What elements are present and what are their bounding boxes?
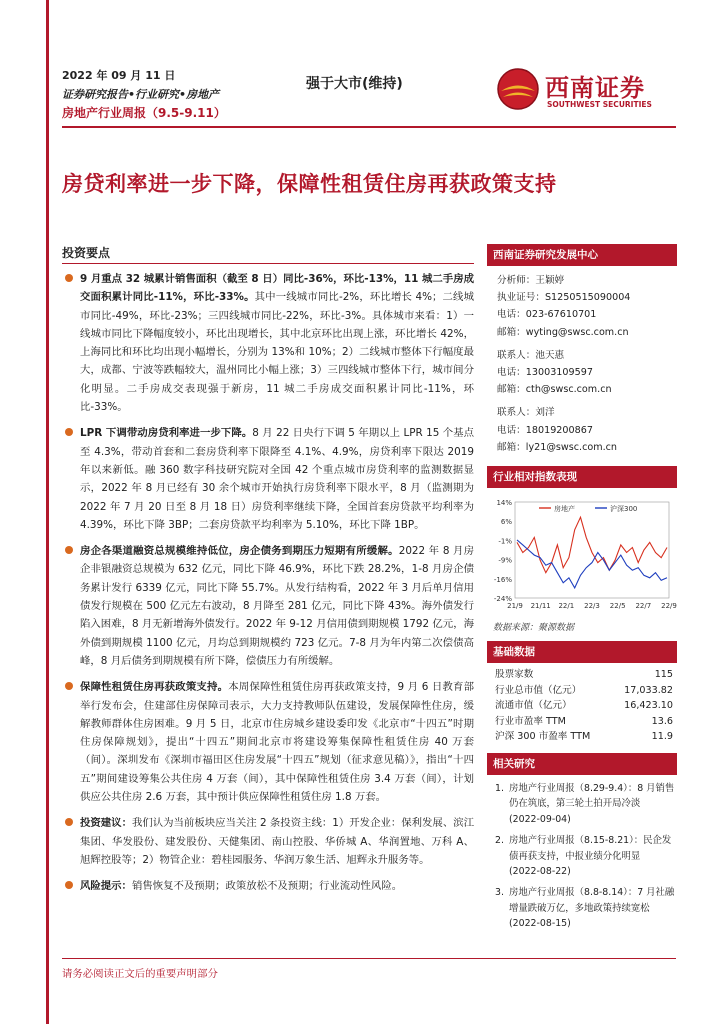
summary-point xyxy=(62,814,474,869)
related-item-title: 房地产行业周报（8.15-8.21）：民企发债再获支持，中报业绩分化明显 xyxy=(509,835,672,862)
sidebar xyxy=(487,244,677,938)
chart-y-tick-label: -1% xyxy=(498,537,512,546)
team-heading: 西南证券研究发展中心 xyxy=(487,244,677,266)
basic-data-section xyxy=(487,641,677,745)
relative-index-chart xyxy=(487,488,677,618)
summary-point-body: 我们认为当前板块应当关注 2 条投资主线：1）开发企业：保利发展、滨江集团、华发股份、建发股份、天健集团、南山控股、华侨城 A、华润置地、万科 A、旭辉控股等；2）物管企业：碧桂园服务、华润万象生活、旭辉永升服务等。 xyxy=(80,817,474,866)
contact-phone: 电话：13003109597 xyxy=(497,367,593,379)
brand-name-en: SOUTHWEST SECURITIES xyxy=(547,100,652,109)
related-item[interactable] xyxy=(495,885,675,931)
related-item-title: 房地产行业周报（8.8-8.14）：7 月社融增量跌破万亿，多地政策持续宽松 xyxy=(509,887,675,914)
chart-y-tick-label: -16% xyxy=(493,575,512,584)
stats-value: 11.9 xyxy=(651,731,673,743)
chart-legend-label: 沪深300 xyxy=(610,505,638,514)
stats-table xyxy=(487,663,677,745)
report-date: 2022 年 09 月 11 日 xyxy=(62,69,176,82)
analyst-name: 分析师：王颖婷 xyxy=(497,275,565,286)
chart-heading: 行业相对指数表现 xyxy=(487,466,677,488)
summary-point xyxy=(62,678,474,806)
chart-plot-frame xyxy=(515,502,669,598)
analyst-email: 邮箱：wyting@swsc.com.cn xyxy=(497,326,629,338)
investment-summary xyxy=(62,244,474,904)
summary-point-lead: 房企各渠道融资总规模维持低位，房企债务到期压力短期有所缓解。 xyxy=(80,545,399,558)
stats-label: 行业市盈率 TTM xyxy=(495,715,566,727)
chart-source: 数据来源：聚源数据 xyxy=(493,623,575,634)
stats-value: 16,423.10 xyxy=(624,700,673,712)
stats-row xyxy=(495,667,673,683)
chart-y-tick-label: 14% xyxy=(496,499,512,508)
summary-point-body: 本周保障性租赁住房再获政策支持，9 月 6 日教育部举行发布会，住建部住房保障司表示，大力支持教师队伍建设，发展保障性住房，缓解教师群体住房困难。9 月 5 日，北京市住房城乡建设委印发《北京市“十四五”时期住房保障规划》，提出“十四五”期间北京市将建设筹集保障性租赁住房 40 万套（间）。深圳发布《深圳市福田区住房发展“十四五”规划（征求意见稿）》，指出“十四五”期间建设筹集公共住房 4 万套（间），其中保障性租赁住房 3.4 万套（间），计划供应公共住房 2.6 万套，其中预计供应保障性租赁住房 1.8 万套。 xyxy=(80,681,474,804)
rating-label: 强于大市(维持) xyxy=(306,76,403,92)
summary-point-lead: 风险提示： xyxy=(80,880,132,893)
contact-name: 联系人：池天惠 xyxy=(497,349,565,361)
related-list xyxy=(487,775,677,932)
bullet-dot-icon xyxy=(65,546,73,554)
stats-row xyxy=(495,714,673,730)
summary-heading: 投资要点 xyxy=(62,244,474,264)
summary-point-body: 8 月 22 日央行下调 5 年期以上 LPR 15 个基点至 4.3%，带动首套和二套房贷利率下限降至 4.1%、4.9%，房贷利率下限达 2019 年以来新低。融 360 数字科技研究院对全国 42 个重点城市房贷利率的监测数据显示，2022 年 8 月已经有 30 余个城市开始执行房贷利率下限水平，8 月（监测期为 2022 年 7 月 20 日至 8 月 18 日）房贷利率继续下降，全国首套房贷款平均利率为 4.39%，环比下降 3BP；二套房贷款平均利率为 5.10%，环比下降 1BP。 xyxy=(80,427,474,531)
related-item[interactable] xyxy=(495,833,675,879)
summary-point-lead: 9 月重点 32 城累计销售面积（截至 8 日）同比-36%，环比-13%，11 城二手房成交面积累计同比-11%，环比-33%。 xyxy=(80,273,474,304)
related-item-title: 房地产行业周报（8.29-9.4）：8 月销售仍在筑底，第三轮土拍开局冷淡 xyxy=(509,783,675,810)
summary-point-body: 2022 年 8 月房企非银融资总规模为 632 亿元，同比下降 46.9%，环比下跌 28.2%，1-8 月房企债务累计发行 6339 亿元，同比下降 55.7%。从发行结构看，2022 年 3 月后单月信用债发行规模在 500 亿元左右波动，8 月降至 281 亿元，同比下降 43%。海外债发行陷入困难，8 月无新增海外债发行。2022 年 9-12 月信用债到期规模 1792 亿元，海外债到期规模 1100 亿元，月均总到期规模约 723 亿元。7-8 月为年内第二次偿债高峰，8 月后债务到期规模有所下降，偿债压力有所缓解。 xyxy=(80,545,475,667)
report-type: 证券研究报告•行业研究•房地产 xyxy=(62,88,220,101)
left-accent-bar xyxy=(46,0,49,1024)
summary-point xyxy=(62,270,474,416)
stats-value: 13.6 xyxy=(651,715,673,727)
related-item-number: 3. xyxy=(495,887,504,899)
analyst-license: 执业证号：S1250515090004 xyxy=(497,292,631,304)
contact-email: 邮箱：ly21@swsc.com.cn xyxy=(497,441,617,453)
chart-y-tick-label: -24% xyxy=(493,595,512,604)
summary-point-body: 销售恢复不及预期；政策放松不及预期；行业流动性风险。 xyxy=(131,880,403,893)
footer-divider xyxy=(62,958,676,959)
related-item-date: (2022-08-22) xyxy=(509,866,571,878)
stats-row xyxy=(495,683,673,699)
chart-x-tick-label: 21/9 xyxy=(507,602,523,611)
chart-x-tick-label: 22/5 xyxy=(609,602,626,611)
analyst-phone: 电话：023-67610701 xyxy=(497,309,597,321)
stats-label: 流通市值（亿元） xyxy=(495,700,572,712)
chart-x-tick-label: 22/7 xyxy=(635,602,652,611)
summary-point-lead: LPR 下调带动房贷利率进一步下降。 xyxy=(80,427,253,440)
bullet-dot-icon xyxy=(65,818,73,826)
related-item-number: 1. xyxy=(495,783,504,794)
stats-label: 行业总市值（亿元） xyxy=(495,684,582,696)
related-item-date: (2022-08-15) xyxy=(509,918,571,930)
chart-x-tick-label: 21/11 xyxy=(530,602,551,611)
bullet-dot-icon xyxy=(65,682,73,690)
stats-heading: 基础数据 xyxy=(487,641,677,663)
report-name: 房地产行业周报（9.5-9.11） xyxy=(62,106,226,120)
chart-series-line xyxy=(517,517,667,573)
header-divider xyxy=(62,126,676,128)
footer-disclaimer: 请务必阅读正文后的重要声明部分 xyxy=(62,968,218,980)
chart-y-tick-label: -9% xyxy=(498,556,512,565)
bullet-dot-icon xyxy=(65,881,73,889)
report-header xyxy=(62,66,226,123)
related-item-number: 2. xyxy=(495,835,504,847)
summary-point-body: 其中一线城市同比-2%，环比增长 4%；二线城市同比-49%，环比-23%；三四线城市同比-22%，环比-3%。具体城市来看：1）一线城市同比下降幅度较小，环比出现增长，其中北京环比出现上涨，环比增长 42%，上海同比和环比均出现小幅增长，分别为 13%和 10%；2）二线城市整体下行幅度最大，成都、宁波等跌幅较大，温州同比小幅上涨；3）三四线城市整体下行，城市间分化明显。二手房成交表现强于新房，11 城二手房成交面积累计同比-11%，环比-33%。 xyxy=(80,291,474,414)
contact-name: 联系人：刘洋 xyxy=(497,407,555,419)
related-research-section xyxy=(487,753,677,932)
summary-point-lead: 投资建议： xyxy=(80,817,132,830)
chart-x-tick-label: 22/9 xyxy=(661,602,677,611)
report-title: 房贷利率进一步下降，保障性租赁住房再获政策支持 xyxy=(62,172,557,196)
related-item[interactable] xyxy=(495,781,675,827)
brand-name-cn: 西南证券 xyxy=(545,73,645,102)
chart-y-tick-label: 6% xyxy=(500,518,512,527)
chart-x-tick-label: 22/1 xyxy=(558,602,575,611)
stats-row xyxy=(495,698,673,714)
relative-index-section xyxy=(487,466,677,633)
bullet-dot-icon xyxy=(65,274,73,282)
stats-value: 17,033.82 xyxy=(624,684,673,696)
brand-logo xyxy=(495,62,675,120)
summary-point xyxy=(62,424,474,534)
related-heading: 相关研究 xyxy=(487,753,677,775)
analyst-contacts xyxy=(487,266,677,460)
chart-x-tick-label: 22/3 xyxy=(584,602,600,611)
chart-svg xyxy=(487,488,677,618)
logo-sun-icon xyxy=(495,66,541,112)
stats-value: 115 xyxy=(654,669,673,681)
summary-point xyxy=(62,877,474,895)
contact-email: 邮箱：cth@swsc.com.cn xyxy=(497,384,612,396)
bullet-dot-icon xyxy=(65,428,73,436)
stats-row xyxy=(495,729,673,745)
stats-label: 沪深 300 市盈率 TTM xyxy=(495,731,591,743)
summary-point-lead: 保障性租赁住房再获政策支持。 xyxy=(80,681,229,694)
chart-series-line xyxy=(517,540,667,588)
chart-legend-label: 房地产 xyxy=(554,505,575,514)
contact-phone: 电话：18019200867 xyxy=(497,424,593,436)
related-item-date: (2022-09-04) xyxy=(509,813,571,825)
stats-label: 股票家数 xyxy=(495,669,534,681)
summary-point xyxy=(62,542,474,670)
